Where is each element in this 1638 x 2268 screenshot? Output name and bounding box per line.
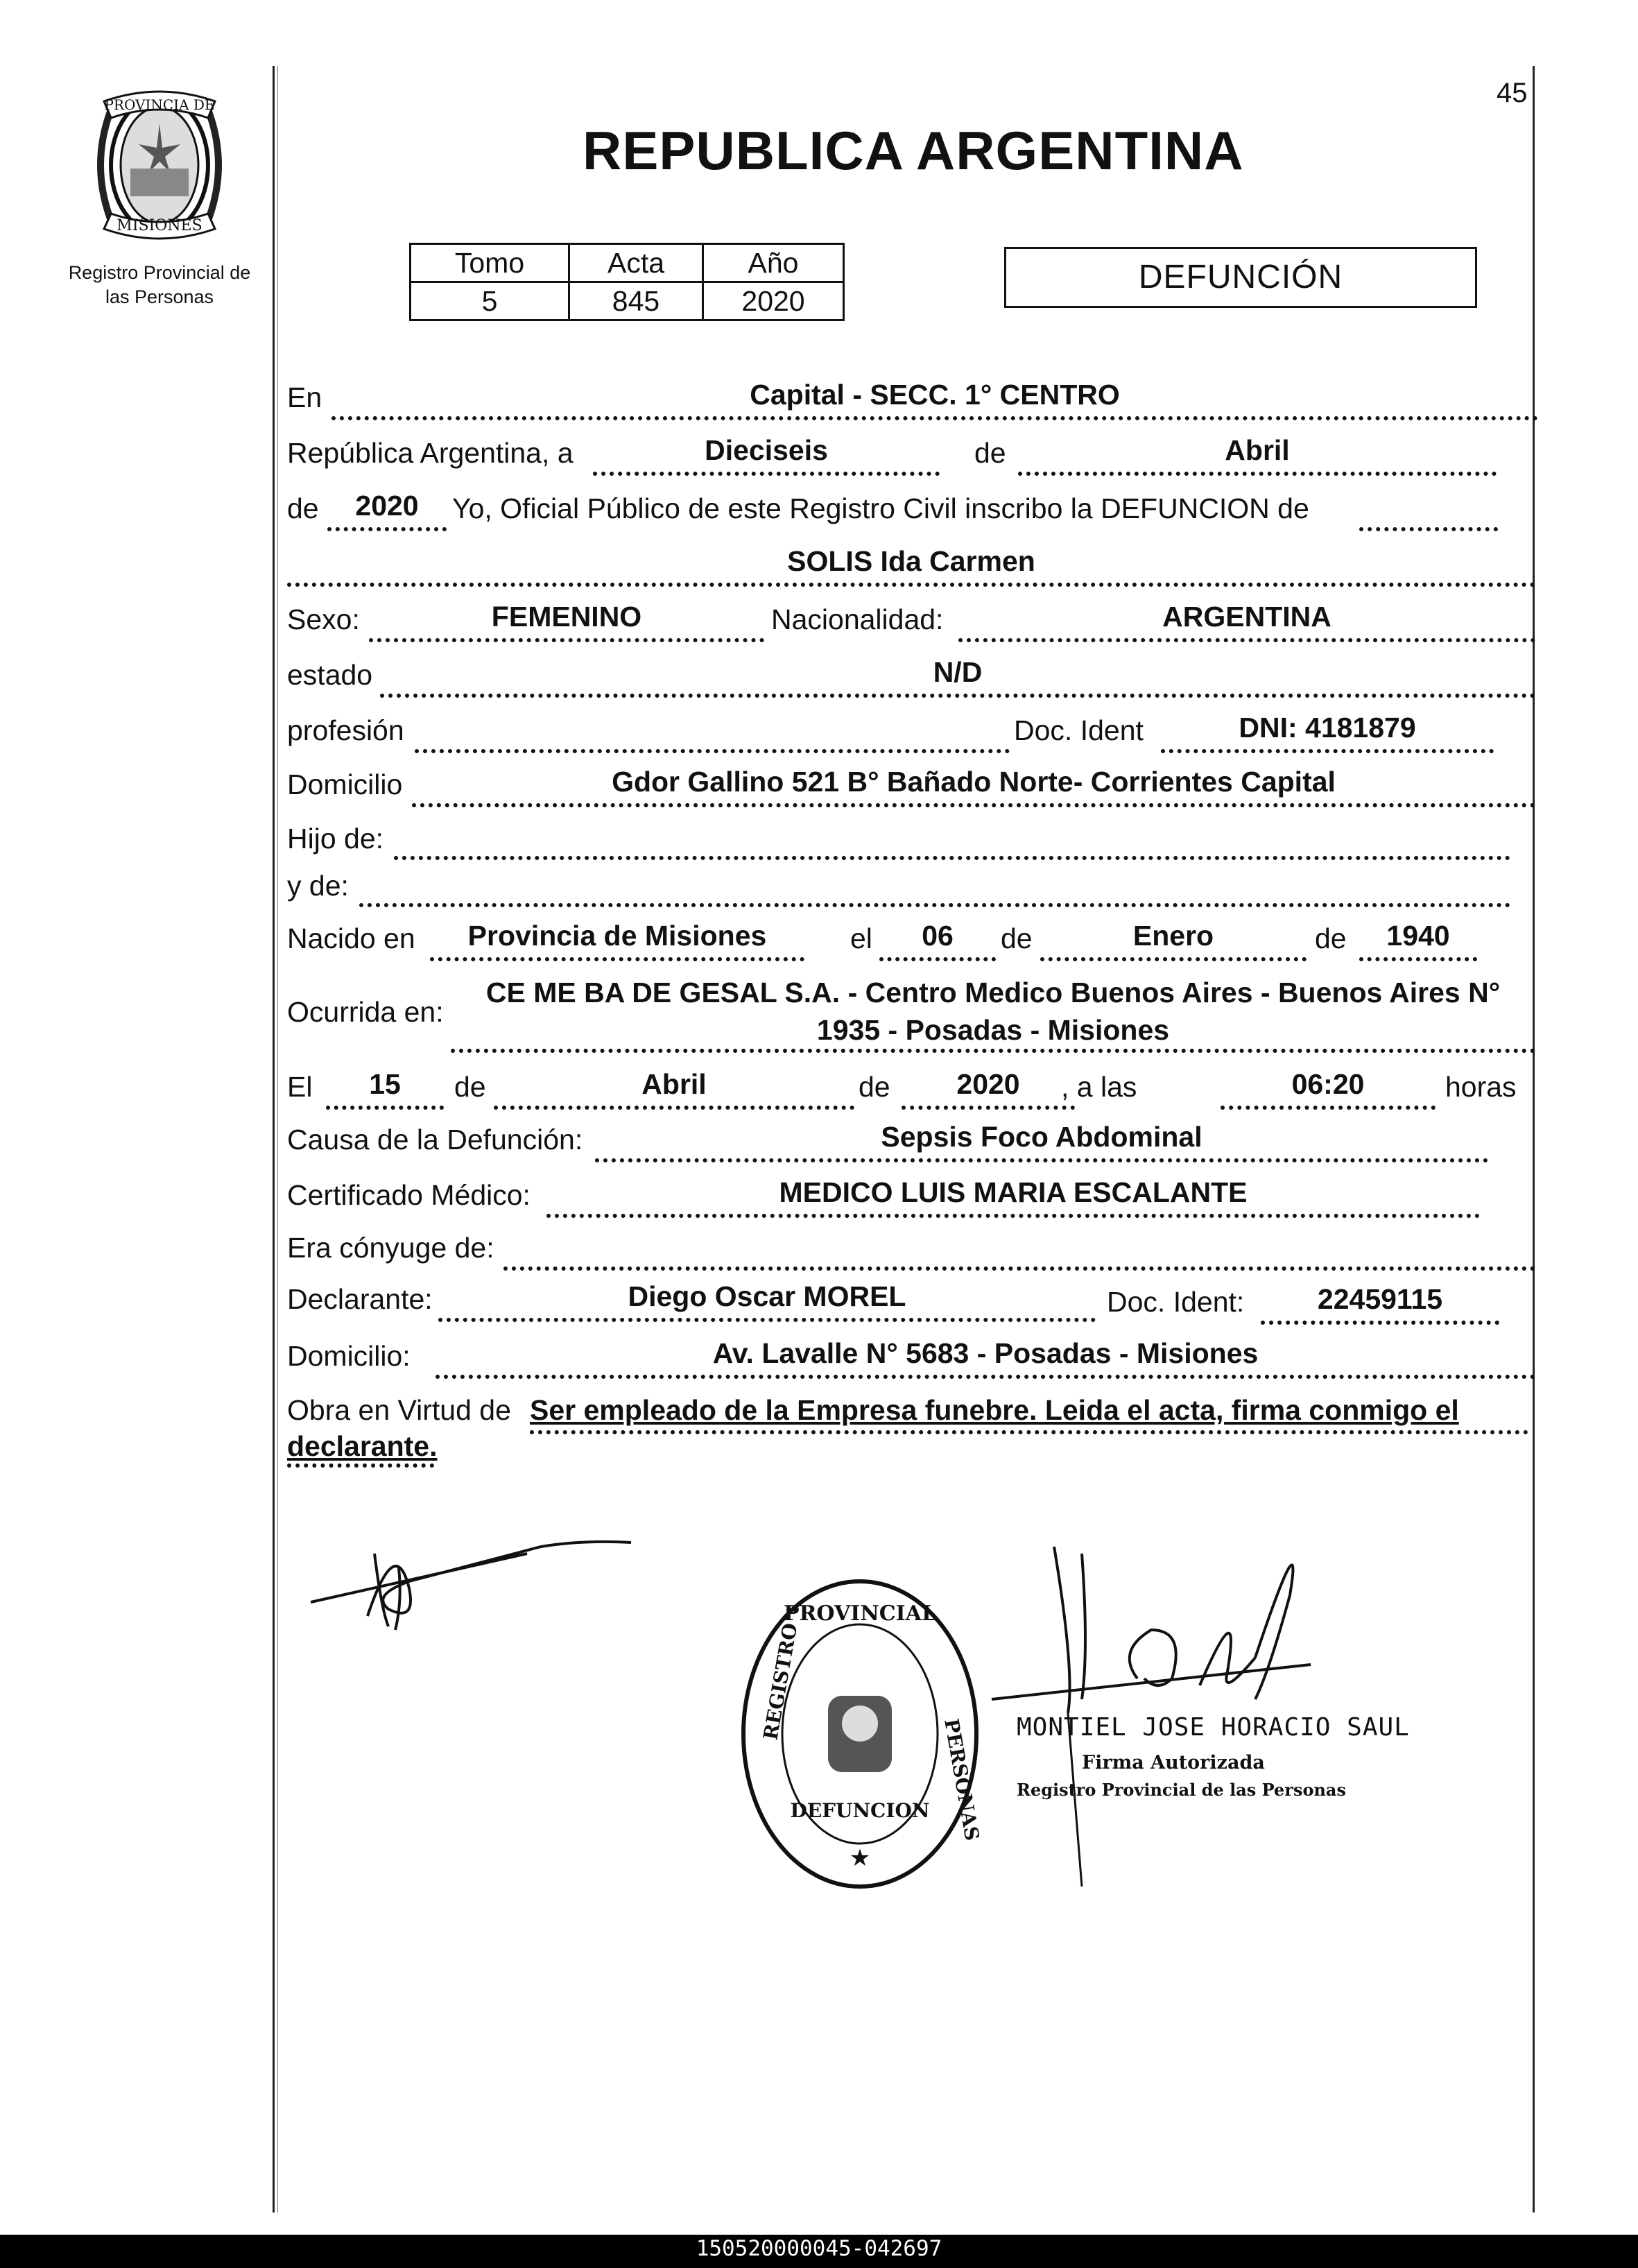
obra-dotted-line-2	[287, 1463, 434, 1468]
left-margin-rule-inner	[277, 66, 278, 2213]
tomo-header: Tomo	[411, 244, 569, 282]
registry-caption	[42, 261, 277, 309]
nacionalidad-dotted-line	[958, 638, 1535, 642]
emblem-bottom-text: MISIONES	[117, 217, 202, 234]
declarante-doc-value: 22459115	[1317, 1283, 1443, 1315]
official-title: Firma Autorizada	[1082, 1752, 1265, 1773]
birth-year: 1940	[1386, 920, 1450, 952]
de-label-2: de	[287, 492, 319, 524]
anio-value: 2020	[703, 282, 844, 320]
certificado-dotted-line	[546, 1214, 1480, 1218]
profesion-label: profesión	[287, 714, 404, 746]
sexo-value: FEMENINO	[491, 601, 642, 633]
obra-value-line1: Ser empleado de la Empresa funebre. Leida el acta, firma conmigo el	[530, 1394, 1459, 1426]
ocurrida-dotted-line	[451, 1049, 1535, 1053]
doc-label: Doc. Ident	[1014, 714, 1144, 746]
registry-caption-line2: las Personas	[105, 286, 214, 307]
doc-dotted-line	[1161, 749, 1494, 753]
nacido-label: Nacido en	[287, 922, 415, 954]
anio-header: Año	[703, 244, 844, 282]
obra-dotted-line-1	[530, 1430, 1528, 1434]
causa-label: Causa de la Defunción:	[287, 1124, 583, 1156]
de-label-5: de	[454, 1071, 486, 1103]
emblem-top-text: PROVINCIA DE	[104, 96, 215, 113]
sexo-dotted-line	[369, 638, 764, 642]
tomo-value: 5	[411, 282, 569, 320]
declarant-signature	[305, 1505, 638, 1637]
declarante-value: Diego Oscar MOREL	[628, 1280, 906, 1312]
nacionalidad-value: ARGENTINA	[1162, 601, 1331, 633]
declarante-dotted-line	[438, 1318, 1096, 1322]
causa-dotted-line	[595, 1158, 1488, 1162]
official-signature	[978, 1491, 1338, 1893]
acta-value: 845	[569, 282, 703, 320]
el-label: el	[850, 922, 872, 954]
horas-label: horas	[1445, 1071, 1517, 1103]
province-emblem	[76, 82, 243, 248]
yde-dotted-line	[359, 903, 1510, 907]
official-stamp	[735, 1574, 985, 1893]
domicilio2-label: Domicilio:	[287, 1340, 411, 1372]
de-label-3: de	[1001, 922, 1033, 954]
left-margin-rule	[273, 66, 275, 2213]
nacido-dotted-line	[430, 957, 804, 961]
death-year: 2020	[956, 1068, 1020, 1100]
death-time: 06:20	[1291, 1068, 1365, 1100]
obra-value-line2: declarante.	[287, 1430, 438, 1462]
estado-dotted-line	[380, 694, 1535, 698]
domicilio2-value: Av. Lavalle N° 5683 - Posadas - Misiones	[712, 1337, 1259, 1369]
causa-value: Sepsis Foco Abdominal	[881, 1121, 1202, 1153]
nacionalidad-label: Nacionalidad:	[771, 603, 944, 635]
ocurrida-line2: 1935 - Posadas - Misiones	[816, 1014, 1170, 1046]
domicilio-value: Gdor Gallino 521 B° Bañado Norte- Corrientes Capital	[612, 766, 1336, 798]
country-title: REPUBLICA ARGENTINA	[583, 120, 1244, 181]
registry-caption-line1: Registro Provincial de	[68, 262, 251, 283]
doc-value: DNI: 4181879	[1239, 712, 1416, 744]
profesion-dotted-line	[415, 749, 1010, 753]
estado-value: N/D	[933, 656, 983, 688]
nacido-value: Provincia de Misiones	[467, 920, 767, 952]
hijo-label: Hijo de:	[287, 823, 384, 854]
estado-label: estado	[287, 659, 373, 691]
declarante-doc-label: Doc. Ident:	[1107, 1286, 1245, 1318]
de-label-6: de	[859, 1071, 890, 1103]
ocurrida-label: Ocurrida en:	[287, 996, 444, 1028]
declarante-label: Declarante:	[287, 1283, 433, 1315]
document-code: 150520000045-042697	[696, 2236, 942, 2261]
official-registry: Registro Provincial de las Personas	[1017, 1780, 1346, 1800]
en-label: En	[287, 381, 322, 413]
domicilio2-dotted-line	[436, 1375, 1535, 1379]
death-month-dotted-line	[494, 1106, 854, 1110]
day-value: Dieciseis	[705, 434, 828, 466]
birth-month-dotted-line	[1040, 957, 1307, 961]
birth-day-dotted-line	[879, 957, 996, 961]
death-month: Abril	[641, 1068, 707, 1100]
en-dotted-line	[331, 416, 1538, 420]
de-label-1: de	[974, 437, 1006, 469]
republica-label: República Argentina, a	[287, 437, 574, 469]
record-table	[409, 243, 845, 321]
hijo-dotted-line	[394, 856, 1510, 860]
svg-text:★: ★	[849, 1844, 871, 1872]
official-name: MONTIEL JOSE HORACIO SAUL	[1017, 1713, 1410, 1742]
oficial-text: Yo, Oficial Público de este Registro Civil inscribo la DEFUNCION de	[452, 492, 1309, 524]
certificado-value: MEDICO LUIS MARIA ESCALANTE	[779, 1176, 1248, 1208]
name-dotted-line	[287, 583, 1535, 587]
record-type-box: DEFUNCIÓN	[1004, 247, 1477, 308]
el2-label: El	[287, 1071, 313, 1103]
birth-month: Enero	[1132, 920, 1214, 952]
year-value: 2020	[355, 490, 419, 522]
svg-text:REGISTRO: REGISTRO	[759, 1621, 802, 1742]
conyuge-dotted-line	[503, 1266, 1535, 1271]
death-day: 15	[369, 1068, 401, 1100]
death-day-dotted-line	[326, 1106, 444, 1110]
domicilio-label: Domicilio	[287, 768, 403, 800]
death-time-dotted-line	[1221, 1106, 1436, 1110]
obra-label: Obra en Virtud de	[287, 1394, 511, 1426]
certificado-label: Certificado Médico:	[287, 1179, 531, 1211]
oficial-dotted-line	[1359, 527, 1498, 531]
birth-day: 06	[922, 920, 954, 952]
birth-year-dotted-line	[1359, 957, 1477, 961]
domicilio-dotted-line	[412, 803, 1535, 807]
month-dotted-line	[1018, 472, 1497, 476]
alas-label: , a las	[1061, 1071, 1137, 1103]
acta-header: Acta	[569, 244, 703, 282]
svg-text:PROVINCIAL: PROVINCIAL	[783, 1601, 937, 1626]
sexo-label: Sexo:	[287, 603, 360, 635]
conyuge-label: Era cónyuge de:	[287, 1232, 494, 1264]
year-dotted-line	[327, 527, 447, 531]
deceased-name: SOLIS Ida Carmen	[787, 545, 1035, 577]
page-number: 45	[1497, 78, 1528, 108]
svg-text:PERSONAS: PERSONAS	[940, 1717, 984, 1843]
de-label-4: de	[1315, 922, 1347, 954]
en-value: Capital - SECC. 1° CENTRO	[750, 379, 1120, 411]
svg-text:DEFUNCION: DEFUNCION	[790, 1799, 930, 1822]
declarante-doc-dotted-line	[1261, 1321, 1499, 1325]
day-dotted-line	[593, 472, 940, 476]
month-value: Abril	[1225, 434, 1290, 466]
yde-label: y de:	[287, 870, 349, 902]
ocurrida-line1: CE ME BA DE GESAL S.A. - Centro Medico Buenos Aires - Buenos Aires N°	[485, 977, 1501, 1008]
death-year-dotted-line	[902, 1106, 1075, 1110]
